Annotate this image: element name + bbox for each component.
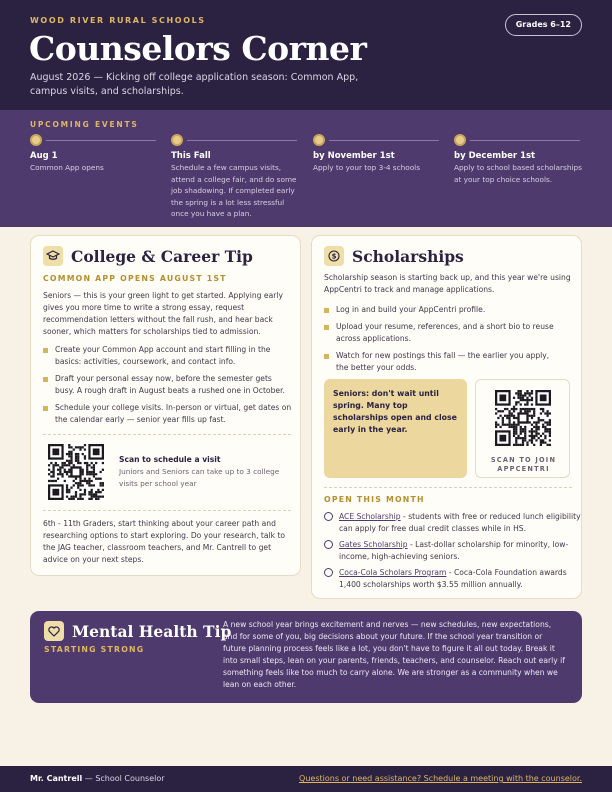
page-subtitle: August 2026 — Kicking off college application season: Common App, campus visits, and scholarships. [30,72,359,97]
timeline-dot-icon [313,134,325,146]
timeline-line [329,140,439,141]
bullet-icon [324,325,329,330]
event-date: Aug 1 [30,151,58,161]
list-item: Upload your resume, references, and a short bio to reuse across applications. [324,321,564,345]
scholarships-card [311,235,582,599]
coca-cola-scholars-link[interactable]: Coca-Cola Scholars Program [339,568,447,577]
divider [324,487,572,488]
gates-scholarship-link[interactable]: Gates Scholarship [339,540,408,549]
divider [43,434,291,435]
radio-circle-icon [324,540,333,549]
page-title: Counselors Corner [29,29,367,68]
bullet-icon [43,377,48,382]
scholarships-bullet-list [324,304,564,374]
appcentri-qr-code[interactable] [495,390,551,446]
radio-circle-icon [324,568,333,577]
mental-health-title: Mental Health Tip [72,622,232,641]
timeline-dot-icon [171,134,183,146]
list-item: Watch for new postings this fall — the earlier you apply, the better your odds. [324,350,564,374]
ace-scholarship-link[interactable]: ACE Scholarship [339,512,401,521]
radio-circle-icon [324,512,333,521]
heart-icon [44,621,64,641]
event-date: by November 1st [313,151,395,161]
svg-text:$: $ [331,252,337,261]
college-bullet-list [43,344,293,426]
mental-health-eyebrow: STARTING STRONG [44,645,145,654]
graduation-cap-icon [43,246,63,266]
qr-title: Scan to schedule a visit [119,455,221,464]
event-date: This Fall [171,151,211,161]
callout-text: Seniors: don't wait until spring. Many top scholarships open and close early in the year. [333,389,457,434]
list-item: Schedule your college visits. In-person or virtual, get dates on the calendar early — senior year fills up fast. [43,402,293,426]
bullet-icon [324,354,329,359]
footer [0,766,612,792]
timeline-dot-icon [454,134,466,146]
event-description: Apply to school based scholarships at your top choice schools. [454,163,582,184]
mental-health-card [30,611,582,703]
mental-health-text: A new school year brings excitement and nerves — new schedules, new expectations, and for some of you, big decisions about your future. If the school year transition or future planning process feels like a lot, you don't have to figure it all out today. Break it into small steps, lean on your parents, friends, teachers, and counselor. Reach out early if something feels like too much to carry alone. We are stronger as a community when we lean on each other. [223,620,565,689]
counselor-signature: Mr. Cantrell — School Counselor [30,774,165,783]
qr-label: SCAN TO JOIN APPCENTRI [490,456,557,473]
college-closing: 6th - 11th Graders, start thinking about your career path and researching options to start exploring. Do your research, talk to the JAG teacher, classroom teachers, and Mr. Cantrell to get advice on your next steps. [43,519,286,564]
grades-badge: Grades 6–12 [505,14,582,36]
divider [43,510,291,511]
scholarships-title: Scholarships [352,247,464,266]
seniors-callout [324,379,467,478]
bullet-icon [43,348,48,353]
list-item: ACE Scholarship - students with free or reduced lunch eligibility can apply for free dual credit classes while in HS. [324,511,582,535]
list-item: Draft your personal essay now, before the semester gets busy. A rough draft in August beats a rushed one in October. [43,373,293,397]
event-description: Common App opens [30,163,104,172]
header [0,0,612,110]
events-heading: UPCOMING EVENTS [30,120,139,129]
timeline-dot-icon [30,134,42,146]
upcoming-events [0,110,612,227]
bullet-icon [43,406,48,411]
schedule-meeting-link[interactable]: Questions or need assistance? Schedule a meeting with the counselor. [299,774,582,783]
list-item: Log in and build your AppCentri profile. [324,304,564,316]
dollar-coin-icon [324,246,344,266]
timeline-line [46,140,156,141]
list-item: Create your Common App account and start filling in the basics: activities, coursework, and contact info. [43,344,293,368]
school-name: WOOD RIVER RURAL SCHOOLS [30,16,206,25]
open-heading: OPEN THIS MONTH [324,495,425,504]
timeline-line [187,140,297,141]
qr-caption: Juniors and Seniors can take up to 3 college visits per school year [119,467,280,488]
college-career-card [30,235,301,576]
timeline-line [470,140,580,141]
event-description: Schedule a few campus visits, attend a college fair, and do some job shadowing. If completed early the spring is a lot less stressful once you have a plan. [171,163,297,218]
bullet-icon [324,308,329,313]
list-item: Gates Scholarship - Last-dollar scholarship for minority, low-income, high-achieving seniors. [324,539,582,563]
scholarships-intro: Scholarship season is starting back up, and this year we're using AppCentri to track and manage applications. [324,273,571,294]
visit-qr-code[interactable] [48,444,104,500]
college-career-title: College & Career Tip [71,247,253,266]
college-intro: Seniors — this is your green light to get started. Applying early gives you more time to write a strong essay, request recommendation letters without the fall rush, and hear back sooner, which matters for scholarships tied to admission. [43,291,283,336]
appcentri-qr-box [475,379,570,478]
college-eyebrow: COMMON APP OPENS AUGUST 1ST [43,274,227,283]
event-date: by December 1st [454,151,536,161]
list-item: Coca-Cola Scholars Program - Coca-Cola Foundation awards 1,400 scholarships worth $3.55 million annually. [324,567,582,591]
event-description: Apply to your top 3-4 schools [313,163,421,172]
